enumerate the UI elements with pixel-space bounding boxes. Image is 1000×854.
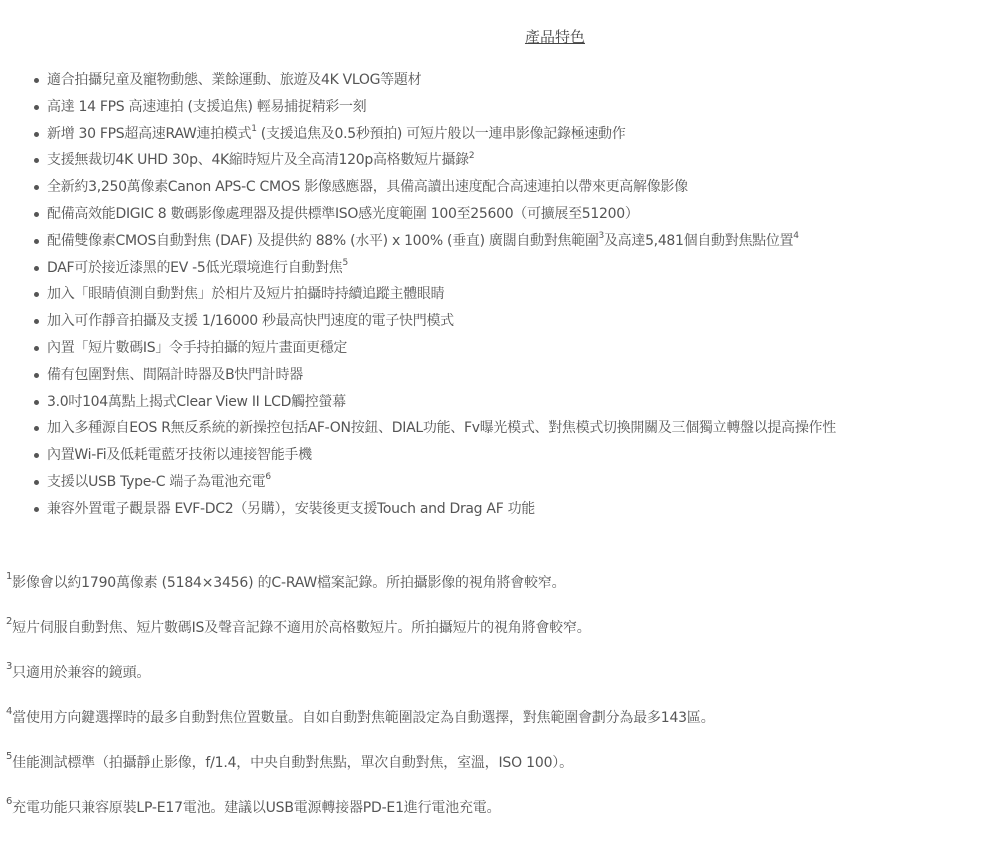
list-item: 3.0吋104萬點上揭式Clear View II LCD觸控螢幕 bbox=[47, 389, 1000, 416]
list-item: 內置「短片數碼IS」令手持拍攝的短片畫面更穩定 bbox=[47, 335, 1000, 362]
footnote-ref: 3 bbox=[598, 231, 604, 242]
list-item: DAF可於接近漆黑的EV -5低光環境進行自動對焦$^5$ bbox=[47, 255, 1000, 282]
footnote-number: 5 bbox=[6, 751, 13, 763]
list-item: 高達 14 FPS 高速連拍 (支援追焦) 輕易捕捉精彩一刻 bbox=[47, 94, 1000, 121]
footnote: $^3$只適用於兼容的鏡頭。 bbox=[6, 661, 151, 681]
footnote-number: 6 bbox=[6, 796, 13, 808]
feature-list bbox=[0, 67, 1000, 523]
footnote: $^1$影像會以約1790萬像素 (5184×3456) 的C-RAW檔案記錄。所拍攝影像的視角將會較窄。 bbox=[6, 571, 566, 591]
list-item: 內置Wi-Fi及低耗電藍牙技術以連接智能手機 bbox=[47, 442, 1000, 469]
list-item: 加入可作靜音拍攝及支援 1/16000 秒最高快門速度的電子快門模式 bbox=[47, 308, 1000, 335]
footnote-number: 3 bbox=[6, 661, 13, 673]
list-item: 配備雙像素CMOS自動對焦 (DAF) 及提供約 88% (水平) x 100% (垂直) 廣闊自動對焦範圍$^3$及高達5,481個自動對焦點位置$^4$ bbox=[47, 228, 1000, 255]
list-item: 全新約3,250萬像素Canon APS-C CMOS 影像感應器，具備高讀出速度配合高速連拍以帶來更高解像影像 bbox=[47, 174, 1000, 201]
footnote-number: 1 bbox=[6, 571, 13, 583]
footnote-ref: 1 bbox=[251, 123, 257, 134]
footnotes bbox=[6, 571, 996, 841]
list-item: 備有包圍對焦、間隔計時器及B快門計時器 bbox=[47, 362, 1000, 389]
list-item: 適合拍攝兒童及寵物動態、業餘運動、旅遊及4K VLOG等題材 bbox=[47, 67, 1000, 94]
footnote: $^5$佳能測試標準（拍攝靜止影像，f/1.4，中央自動對焦點，單次自動對焦，室溫，ISO 100）。 bbox=[6, 751, 573, 771]
list-item: 支援無裁切4K UHD 30p、4K縮時短片及全高清120p高格數短片攝錄$^2$ bbox=[47, 147, 1000, 174]
footnote: $^4$當使用方向鍵選擇時的最多自動對焦位置數量。自如自動對焦範圍設定為自動選擇，對焦範圍會劃分為最多143區。 bbox=[6, 706, 715, 726]
footnote-number: 4 bbox=[6, 706, 13, 718]
footnote-ref: 2 bbox=[468, 150, 475, 161]
footnote: $^2$短片伺服自動對焦、短片數碼IS及聲音記錄不適用於高格數短片。所拍攝短片的視角將會較窄。 bbox=[6, 616, 591, 636]
footnote: $^6$充電功能只兼容原裝LP-E17電池。建議以USB電源轉接器PD-E1進行電池充電。 bbox=[6, 796, 501, 816]
footnote-ref: 5 bbox=[342, 257, 348, 268]
list-item: 加入多種源自EOS R無反系統的新操控包括AF-ON按鈕、DIAL功能、Fv曝光模式、對焦模式切換開關及三個獨立轉盤以提高操作性 bbox=[47, 415, 1000, 442]
list-item: 兼容外置電子觀景器 EVF-DC2（另購），安裝後更支援Touch and Drag AF 功能 bbox=[47, 496, 1000, 523]
footnote-ref: 4 bbox=[793, 231, 799, 242]
list-item: 配備高效能DIGIC 8 數碼影像處理器及提供標準ISO感光度範圍 100至25600（可擴展至51200） bbox=[47, 201, 1000, 228]
page-title: 產品特色 bbox=[524, 28, 585, 46]
list-item: 加入「眼睛偵測自動對焦」於相片及短片拍攝時持續追蹤主體眼睛 bbox=[47, 281, 1000, 308]
list-item: 新增 30 FPS超高速RAW連拍模式$^1$ (支援追焦及0.5秒預拍) 可短片般以一連串影像記錄極速動作 bbox=[47, 121, 1000, 148]
footnote-number: 2 bbox=[6, 616, 13, 628]
list-item: 支援以USB Type-C 端子為電池充電$^6$ bbox=[47, 469, 1000, 496]
footnote-ref: 6 bbox=[265, 472, 271, 483]
